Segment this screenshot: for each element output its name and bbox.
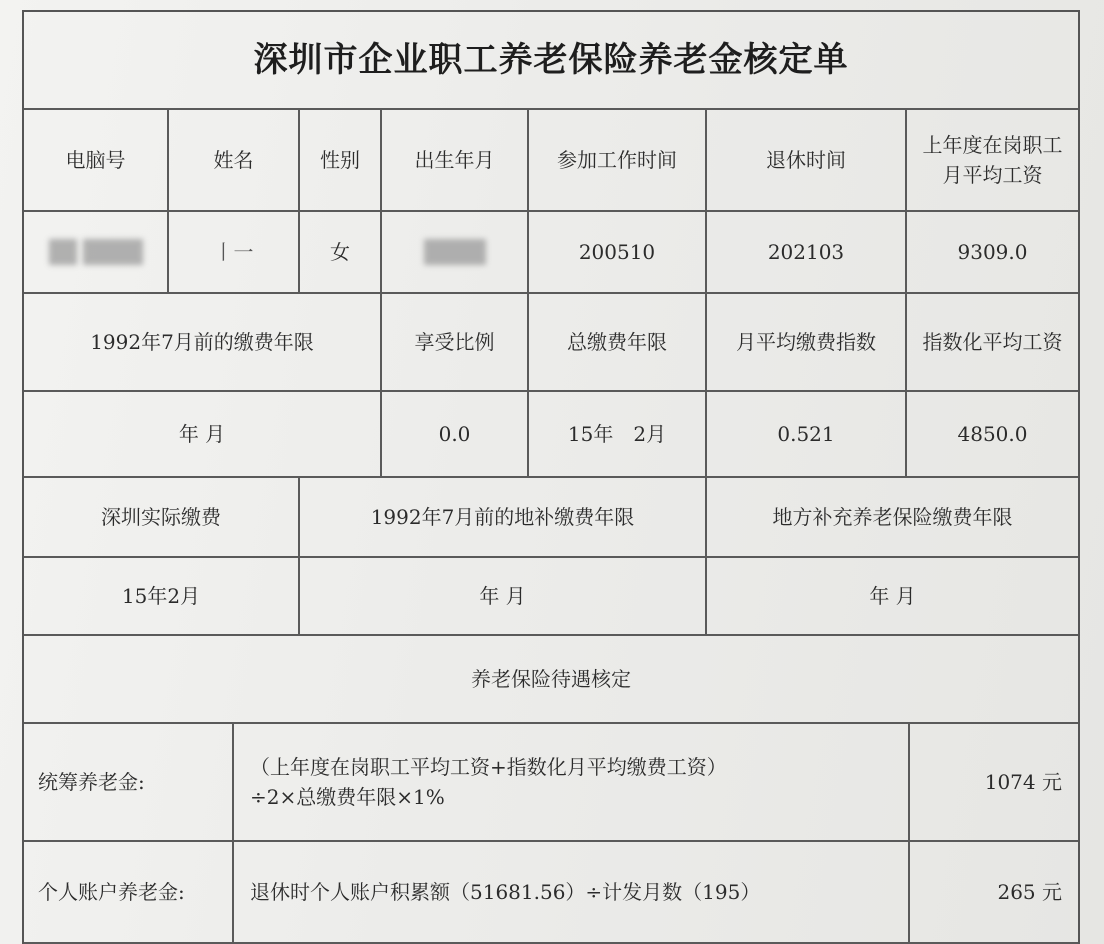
header-local-supplementary-insurance-years: 地方补充养老保险缴费年限 [707, 478, 1078, 558]
value-total-contribution-years: 15年 2月 [529, 392, 707, 478]
value-birth [382, 212, 529, 294]
value-pre-1992-local-supplement-years: 年 月 [300, 558, 707, 636]
label-pooled-pension: 统筹养老金: [24, 724, 234, 842]
header-name: 姓名 [169, 110, 300, 212]
redaction-mark [49, 239, 77, 265]
formula-line: 退休时个人账户积累额（51681.56）÷计发月数（195） [250, 880, 761, 904]
header-total-contribution-years: 总缴费年限 [529, 294, 707, 392]
header-indexed-avg-wage: 指数化平均工资 [907, 294, 1078, 392]
formula-pooled-pension [234, 724, 910, 842]
value-gender: 女 [300, 212, 382, 294]
label-text: 个人账户养老金: [38, 880, 185, 904]
value-local-supplementary-insurance-years: 年 月 [707, 558, 1078, 636]
header-benefit-ratio: 享受比例 [382, 294, 529, 392]
header-prev-year-avg-wage: 上年度在岗职工月平均工资 [907, 110, 1078, 212]
formula-line: （上年度在岗职工平均工资+指数化月平均缴费工资） [250, 755, 727, 779]
pension-assessment-form [22, 10, 1080, 944]
redaction-mark [83, 239, 143, 265]
value-benefit-ratio: 0.0 [382, 392, 529, 478]
header-retire: 退休时间 [707, 110, 907, 212]
amount-pooled-pension: 1074 元 [910, 724, 1078, 842]
amount-personal-account-pension: 265 元 [910, 842, 1078, 944]
redaction-mark [424, 239, 486, 265]
value-name [169, 212, 300, 294]
name-text: 丨一 [213, 240, 254, 264]
label-personal-account-pension [24, 842, 234, 944]
header-work-start: 参加工作时间 [529, 110, 707, 212]
header-pre-1992-contribution-years: 1992年7月前的缴费年限 [24, 294, 382, 392]
value-work-start: 200510 [529, 212, 707, 294]
form-title: 深圳市企业职工养老保险养老金核定单 [24, 12, 1078, 110]
value-retire: 202103 [707, 212, 907, 294]
header-pre-1992-local-supplement-years: 1992年7月前的地补缴费年限 [300, 478, 707, 558]
formula-personal-account-pension [234, 842, 910, 944]
header-monthly-contribution-index: 月平均缴费指数 [707, 294, 907, 392]
value-monthly-contribution-index: 0.521 [707, 392, 907, 478]
formula-line: ÷2×总缴费年限×1% [250, 785, 445, 809]
header-gender: 性别 [300, 110, 382, 212]
value-prev-year-avg-wage: 9309.0 [907, 212, 1078, 294]
value-pre-1992-contribution-years: 年 月 [24, 392, 382, 478]
value-indexed-avg-wage: 4850.0 [907, 392, 1078, 478]
header-birth: 出生年月 [382, 110, 529, 212]
section-title-benefit-assessment: 养老保险待遇核定 [24, 636, 1078, 724]
value-shenzhen-actual-contribution: 15年2月 [24, 558, 300, 636]
value-computer-no [24, 212, 169, 294]
header-computer-no: 电脑号 [24, 110, 169, 212]
header-shenzhen-actual-contribution: 深圳实际缴费 [24, 478, 300, 558]
